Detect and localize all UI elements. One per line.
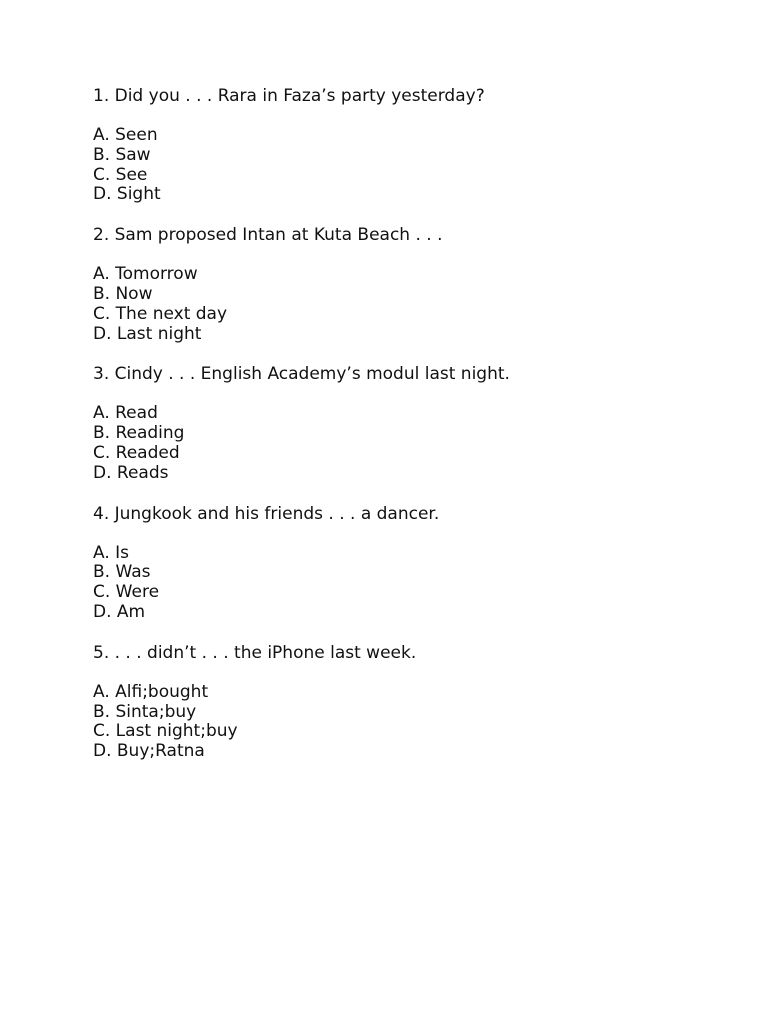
option-c: C. Readed (93, 442, 180, 463)
option-a: A. Seen (93, 125, 158, 145)
option-b: B. Saw (93, 144, 151, 165)
option-list (93, 683, 733, 762)
question-stem: 2. Sam proposed Intan at Kuta Beach . . . (93, 225, 443, 246)
option-a: A. Tomorrow (93, 264, 198, 285)
question-stem: 4. Jungkook and his friends . . . a dancer. (93, 503, 440, 524)
option-a: A. Is (93, 542, 130, 563)
question-5 (93, 643, 733, 762)
option-d: D. Am (93, 601, 146, 622)
question-stem: 3. Cindy . . . English Academy’s modul last night. (93, 364, 510, 385)
quiz-document (93, 86, 733, 762)
option-a: A. Alfi;bought (93, 681, 209, 702)
question-2 (93, 225, 733, 344)
question-stem: 1. Did you . . . Rara in Faza’s party yesterday? (93, 86, 485, 106)
question-stem: 5. . . . didn’t . . . the iPhone last week. (93, 642, 417, 663)
question-1 (93, 86, 733, 205)
option-c: C. The next day (93, 303, 228, 324)
option-d: D. Reads (93, 462, 169, 483)
option-b: B. Was (93, 562, 151, 583)
option-d: D. Last night (93, 323, 202, 344)
option-list (93, 265, 733, 344)
option-b: B. Now (93, 283, 153, 304)
option-list (93, 544, 733, 623)
option-a: A. Read (93, 403, 158, 424)
option-b: B. Sinta;buy (93, 701, 197, 722)
option-c: C. Last night;buy (93, 721, 238, 742)
option-d: D. Sight (93, 184, 161, 205)
option-c: C. Were (93, 582, 160, 603)
option-list (93, 404, 733, 483)
question-4 (93, 504, 733, 623)
option-c: C. See (93, 164, 148, 185)
option-b: B. Reading (93, 423, 185, 444)
option-list (93, 126, 733, 205)
option-d: D. Buy;Ratna (93, 741, 205, 762)
question-3 (93, 364, 733, 483)
